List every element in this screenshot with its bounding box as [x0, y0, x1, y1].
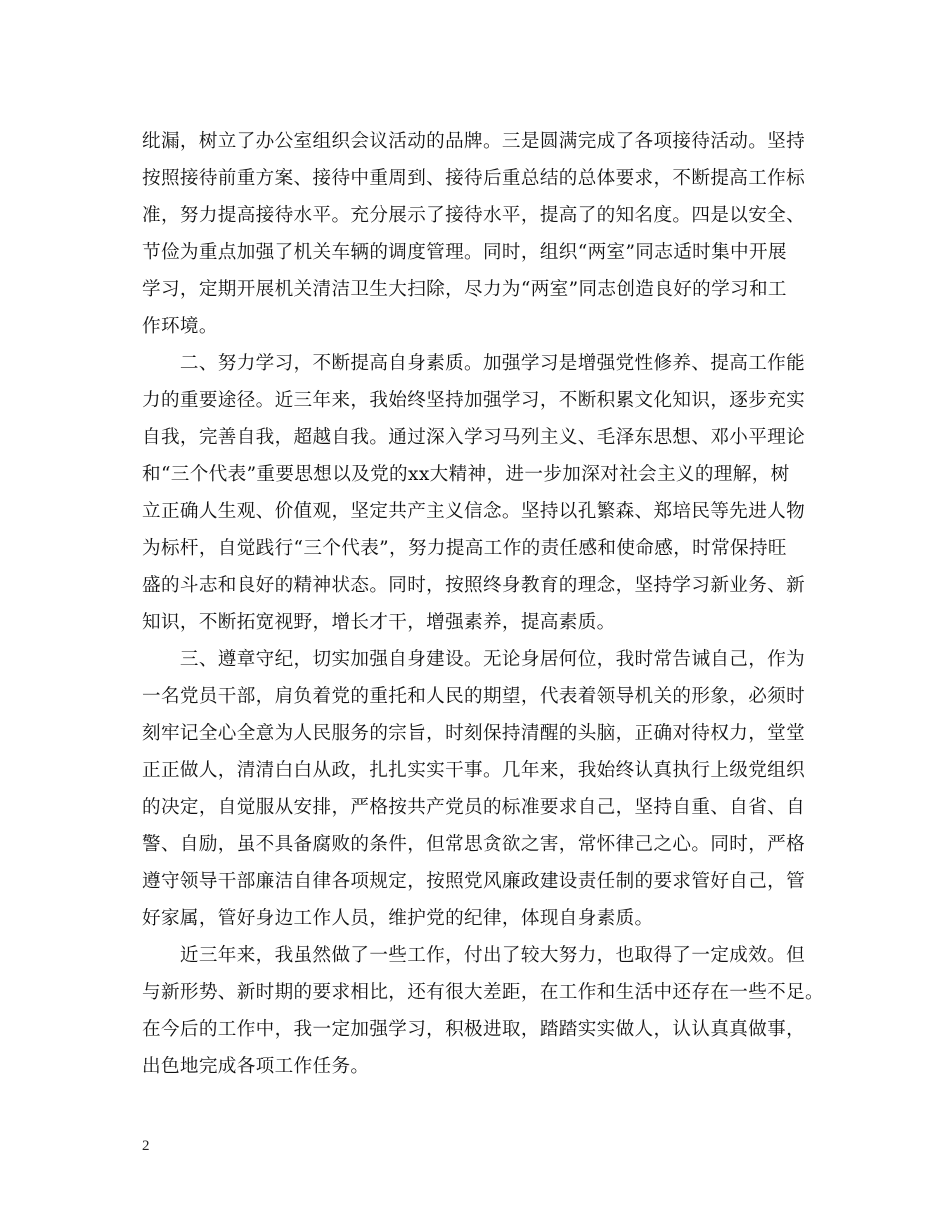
- text-line: 刻牢记全心全意为人民服务的宗旨，时刻保持清醒的头脑，正确对待权力，堂堂: [142, 723, 806, 744]
- text-line: 与新形势、新时期的要求相比，还有很大差距，在工作和生活中还存在一些不足。: [142, 982, 824, 1003]
- text-line: 立正确人生观、价值观，坚定共产主义信念。坚持以孔繁森、郑培民等先进人物: [142, 501, 806, 522]
- text-line: 好家属，管好身边工作人员，维护党的纪律，体现自身素质。: [142, 908, 654, 929]
- text-line: 学习，定期开展机关清洁卫生大扫除，尽力为“两室”同志创造良好的学习和工: [142, 279, 787, 300]
- text-line: 出色地完成各项工作任务。: [142, 1056, 370, 1077]
- text-line: 在今后的工作中，我一定加强学习，积极进取，踏踏实实做人，认认真真做事，: [142, 1019, 806, 1040]
- text-line: 纰漏，树立了办公室组织会议活动的品牌。三是圆满完成了各项接待活动。坚持: [142, 131, 806, 152]
- text-line: 作环境。: [142, 316, 218, 337]
- text-line: 警、自励，虽不具备腐败的条件，但常思贪欲之害，常怀律己之心。同时，严格: [142, 834, 806, 855]
- page-number: 2: [142, 1138, 150, 1154]
- text-line: 正正做人，清清白白从政，扎扎实实干事。几年来，我始终认真执行上级党组织: [142, 760, 806, 781]
- text-line: 按照接待前重方案、接待中重周到、接待后重总结的总体要求，不断提高工作标: [142, 168, 806, 189]
- text-line: 近三年来，我虽然做了一些工作，付出了较大努力，也取得了一定成效。但: [142, 945, 806, 966]
- text-line: 一名党员干部，肩负着党的重托和人民的期望，代表着领导机关的形象，必须时: [142, 686, 806, 707]
- text-line: 盛的斗志和良好的精神状态。同时，按照终身教育的理念，坚持学习新业务、新: [142, 575, 806, 596]
- text-line: 的决定，自觉服从安排，严格按共产党员的标准要求自己，坚持自重、自省、自: [142, 797, 806, 818]
- text-line: 和“三个代表”重要思想以及党的xx大精神，进一步加深对社会主义的理解，树: [142, 464, 790, 485]
- text-line: 准，努力提高接待水平。充分展示了接待水平，提高了的知名度。四是以安全、: [142, 205, 806, 226]
- text-line: 为标杆，自觉践行“三个代表”，努力提高工作的责任感和使命感，时常保持旺: [142, 538, 787, 559]
- text-line: 自我，完善自我，超越自我。通过深入学习马列主义、毛泽东思想、邓小平理论: [142, 427, 806, 448]
- text-line: 三、遵章守纪，切实加强自身建设。无论身居何位，我时常告诫自己，作为: [142, 649, 806, 670]
- text-line: 遵守领导干部廉洁自律各项规定，按照党风廉政建设责任制的要求管好自己，管: [142, 871, 806, 892]
- text-line: 节俭为重点加强了机关车辆的调度管理。同时，组织“两室”同志适时集中开展: [142, 242, 787, 263]
- text-line: 二、努力学习，不断提高自身素质。加强学习是增强党性修养、提高工作能: [142, 353, 806, 374]
- text-line: 力的重要途径。近三年来，我始终坚持加强学习，不断积累文化知识，逐步充实: [142, 390, 806, 411]
- text-line: 知识，不断拓宽视野，增长才干，增强素养，提高素质。: [142, 612, 616, 633]
